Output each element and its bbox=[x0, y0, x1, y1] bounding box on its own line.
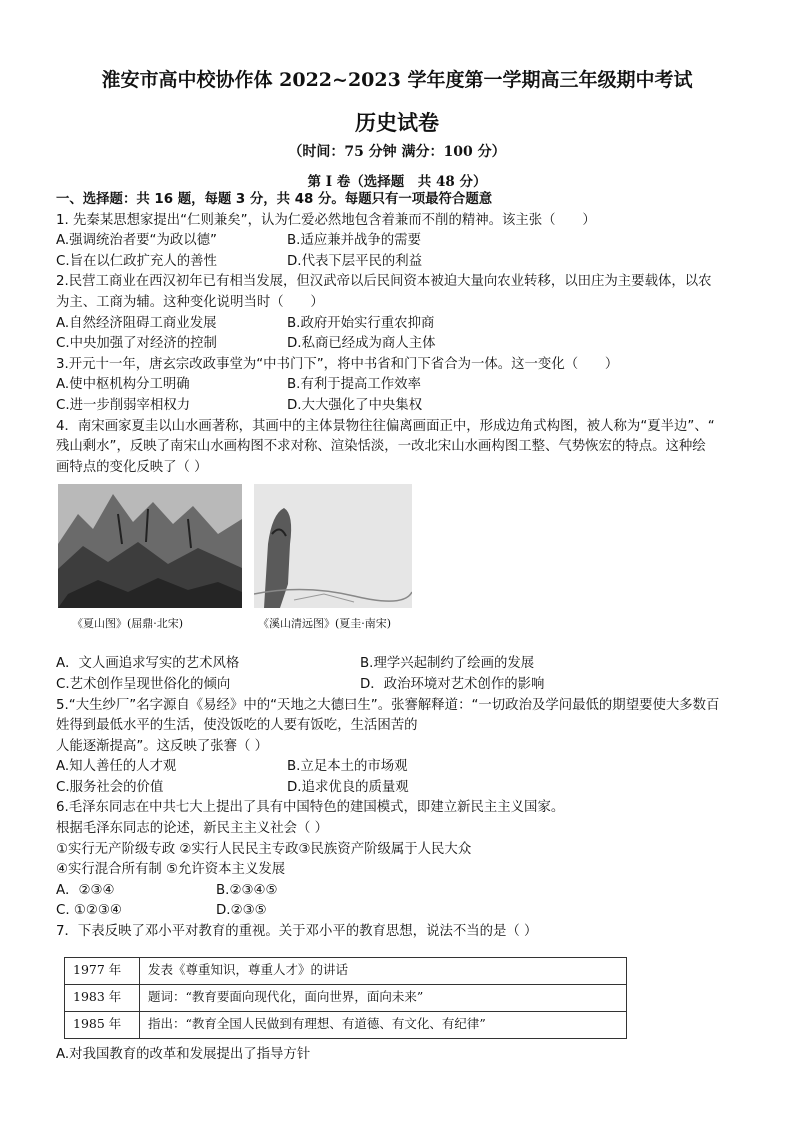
option-d: D.追求优良的质量观 bbox=[287, 779, 409, 795]
table-row bbox=[65, 957, 627, 984]
option-c: C.进一步削弱宰相权力 bbox=[56, 397, 191, 413]
question-3-stem: 3.开元十一年，唐玄宗改政事堂为“中书门下”，将中书省和门下省合为一体。这一变化（ ） bbox=[56, 356, 619, 372]
caption-xiashan: 《夏山图》(屈鼎·北宋) bbox=[72, 617, 184, 631]
painting-figures bbox=[56, 484, 748, 652]
question-1-options-row1 bbox=[56, 231, 748, 252]
option-d: D.私商已经成为商人主体 bbox=[287, 336, 436, 352]
question-4-line1: 4．南宋画家夏圭以山水画著称，其画中的主体景物往往偏离画面正中，形成边角式构图，被人称为“夏半边”、“ bbox=[56, 418, 715, 434]
instructions: 一、选择题：共 16 题，每题 3 分，共 48 分。每题只有一项最符合题意 bbox=[56, 192, 493, 207]
option-a: A.知人善任的人才观 bbox=[56, 759, 177, 775]
option-a: A．文人画追求写实的艺术风格 bbox=[56, 656, 240, 672]
question-6-line2: 根据毛泽东同志的论述，新民主主义社会（ ） bbox=[56, 821, 329, 837]
question-1-options-row2 bbox=[56, 252, 748, 273]
question-4-options-row2 bbox=[56, 675, 748, 696]
xishan-painting-image bbox=[254, 484, 412, 608]
option-b: B.②③④⑤ bbox=[216, 882, 278, 898]
table-cell-event: 发表《尊重知识，尊重人才》的讲话 bbox=[140, 957, 627, 984]
question-6-options-row2 bbox=[56, 901, 748, 922]
option-a: A.使中枢机构分工明确 bbox=[56, 377, 190, 393]
option-b: B.有利于提高工作效率 bbox=[287, 377, 421, 393]
xiashan-painting-image bbox=[58, 484, 242, 608]
question-5-line1: 5.“大生纱厂”名字源自《易经》中的“天地之大德曰生”。张謇解释道：“一切政治及学问最低的期望要使大多数百 bbox=[56, 697, 720, 713]
option-b: B.立足本土的市场观 bbox=[287, 759, 408, 775]
deng-education-table bbox=[64, 957, 627, 1039]
option-c: C.中央加强了对经济的控制 bbox=[56, 336, 217, 352]
exam-title: 淮安市高中校协作体 2022~2023 学年度第一学期高三年级期中考试 bbox=[101, 69, 693, 91]
option-d: D.大大强化了中央集权 bbox=[287, 397, 423, 413]
table-cell-year: 1985 年 bbox=[65, 1011, 140, 1038]
option-d: D．政治环境对艺术创作的影响 bbox=[360, 676, 545, 692]
table-cell-event: 指出：“教育全国人民做到有理想、有道德、有文化、有纪律” bbox=[140, 1011, 627, 1038]
question-6-line3: ①实行无产阶级专政 ②实行人民民主专政③民族资产阶级属于人民大众 bbox=[56, 841, 472, 857]
table-row bbox=[65, 1011, 627, 1038]
question-4-options-row1 bbox=[56, 654, 748, 675]
question-6-line4: ④实行混合所有制 ⑤允许资本主义发展 bbox=[56, 862, 286, 878]
question-7-option-a: A.对我国教育的改革和发展提出了指导方针 bbox=[56, 1046, 311, 1062]
question-6-line1: 6.毛泽东同志在中共七大上提出了具有中国特色的建国模式，即建立新民主主义国家。 bbox=[56, 800, 565, 816]
option-a: A.强调统治者要“为政以德” bbox=[56, 233, 217, 249]
question-4-line3: 画特点的变化反映了（ ） bbox=[56, 459, 208, 475]
option-b: B.政府开始实行重农抑商 bbox=[287, 315, 435, 331]
option-c: C.服务社会的价值 bbox=[56, 779, 164, 795]
option-a: A．②③④ bbox=[56, 882, 115, 898]
question-5-line2: 姓得到最低水平的生活，使没饭吃的人要有饭吃，生活困苦的 bbox=[56, 718, 418, 734]
option-d: D.②③⑤ bbox=[216, 903, 267, 919]
option-c: C.旨在以仁政扩充人的善性 bbox=[56, 253, 217, 269]
question-7-stem: 7．下表反映了邓小平对教育的重视。关于邓小平的教育思想，说法不当的是（ ） bbox=[56, 924, 538, 940]
option-c: C. ①②③④ bbox=[56, 903, 122, 919]
option-a: A.自然经济阻碍工商业发展 bbox=[56, 315, 217, 331]
question-2-options-row1 bbox=[56, 314, 748, 335]
option-d: D.代表下层平民的利益 bbox=[287, 253, 423, 269]
question-6-options-row1 bbox=[56, 881, 748, 902]
question-5-options-row1 bbox=[56, 757, 748, 778]
question-2-line1: 2.民营工商业在西汉初年已有相当发展，但汉武帝以后民间资本被迫大量向农业转移，以田庄为主要载体，以农 bbox=[56, 274, 712, 290]
question-5-line3: 人能逐渐提高”。这反映了张謇（ ） bbox=[56, 738, 269, 754]
option-b: B.适应兼并战争的需要 bbox=[287, 233, 421, 249]
question-3-options-row1 bbox=[56, 375, 748, 396]
question-content bbox=[56, 190, 748, 1065]
question-3-options-row2 bbox=[56, 396, 748, 417]
question-4-line2: 残山剩水”，反映了南宋山水画构图不求对称、渲染恬淡，一改北宋山水画构图工整、气势恢宏的特点。这种绘 bbox=[56, 439, 706, 455]
section-title: 第 I 卷（选择题 共 48 分） bbox=[307, 174, 487, 190]
question-1-stem: 1. 先秦某思想家提出“仁则兼矣”，认为仁爱必然地包含着兼而不削的精神。该主张（ ） bbox=[56, 212, 596, 228]
option-b: B.理学兴起制约了绘画的发展 bbox=[360, 656, 535, 672]
table-row bbox=[65, 984, 627, 1011]
table-cell-event: 题词：“教育要面向现代化，面向世界，面向未来” bbox=[140, 984, 627, 1011]
subject-title: 历史试卷 bbox=[355, 110, 439, 135]
question-2-line2: 为主、工商为辅。这种变化说明当时（ ） bbox=[56, 294, 324, 310]
question-5-options-row2 bbox=[56, 778, 748, 799]
time-score-info: （时间：75 分钟 满分：100 分） bbox=[288, 144, 506, 160]
table-cell-year: 1977 年 bbox=[65, 957, 140, 984]
option-c: C.艺术创作呈现世俗化的倾向 bbox=[56, 676, 231, 692]
question-2-options-row2 bbox=[56, 334, 748, 355]
table-cell-year: 1983 年 bbox=[65, 984, 140, 1011]
caption-xishan: 《溪山清远图》(夏圭·南宋) bbox=[258, 617, 392, 631]
